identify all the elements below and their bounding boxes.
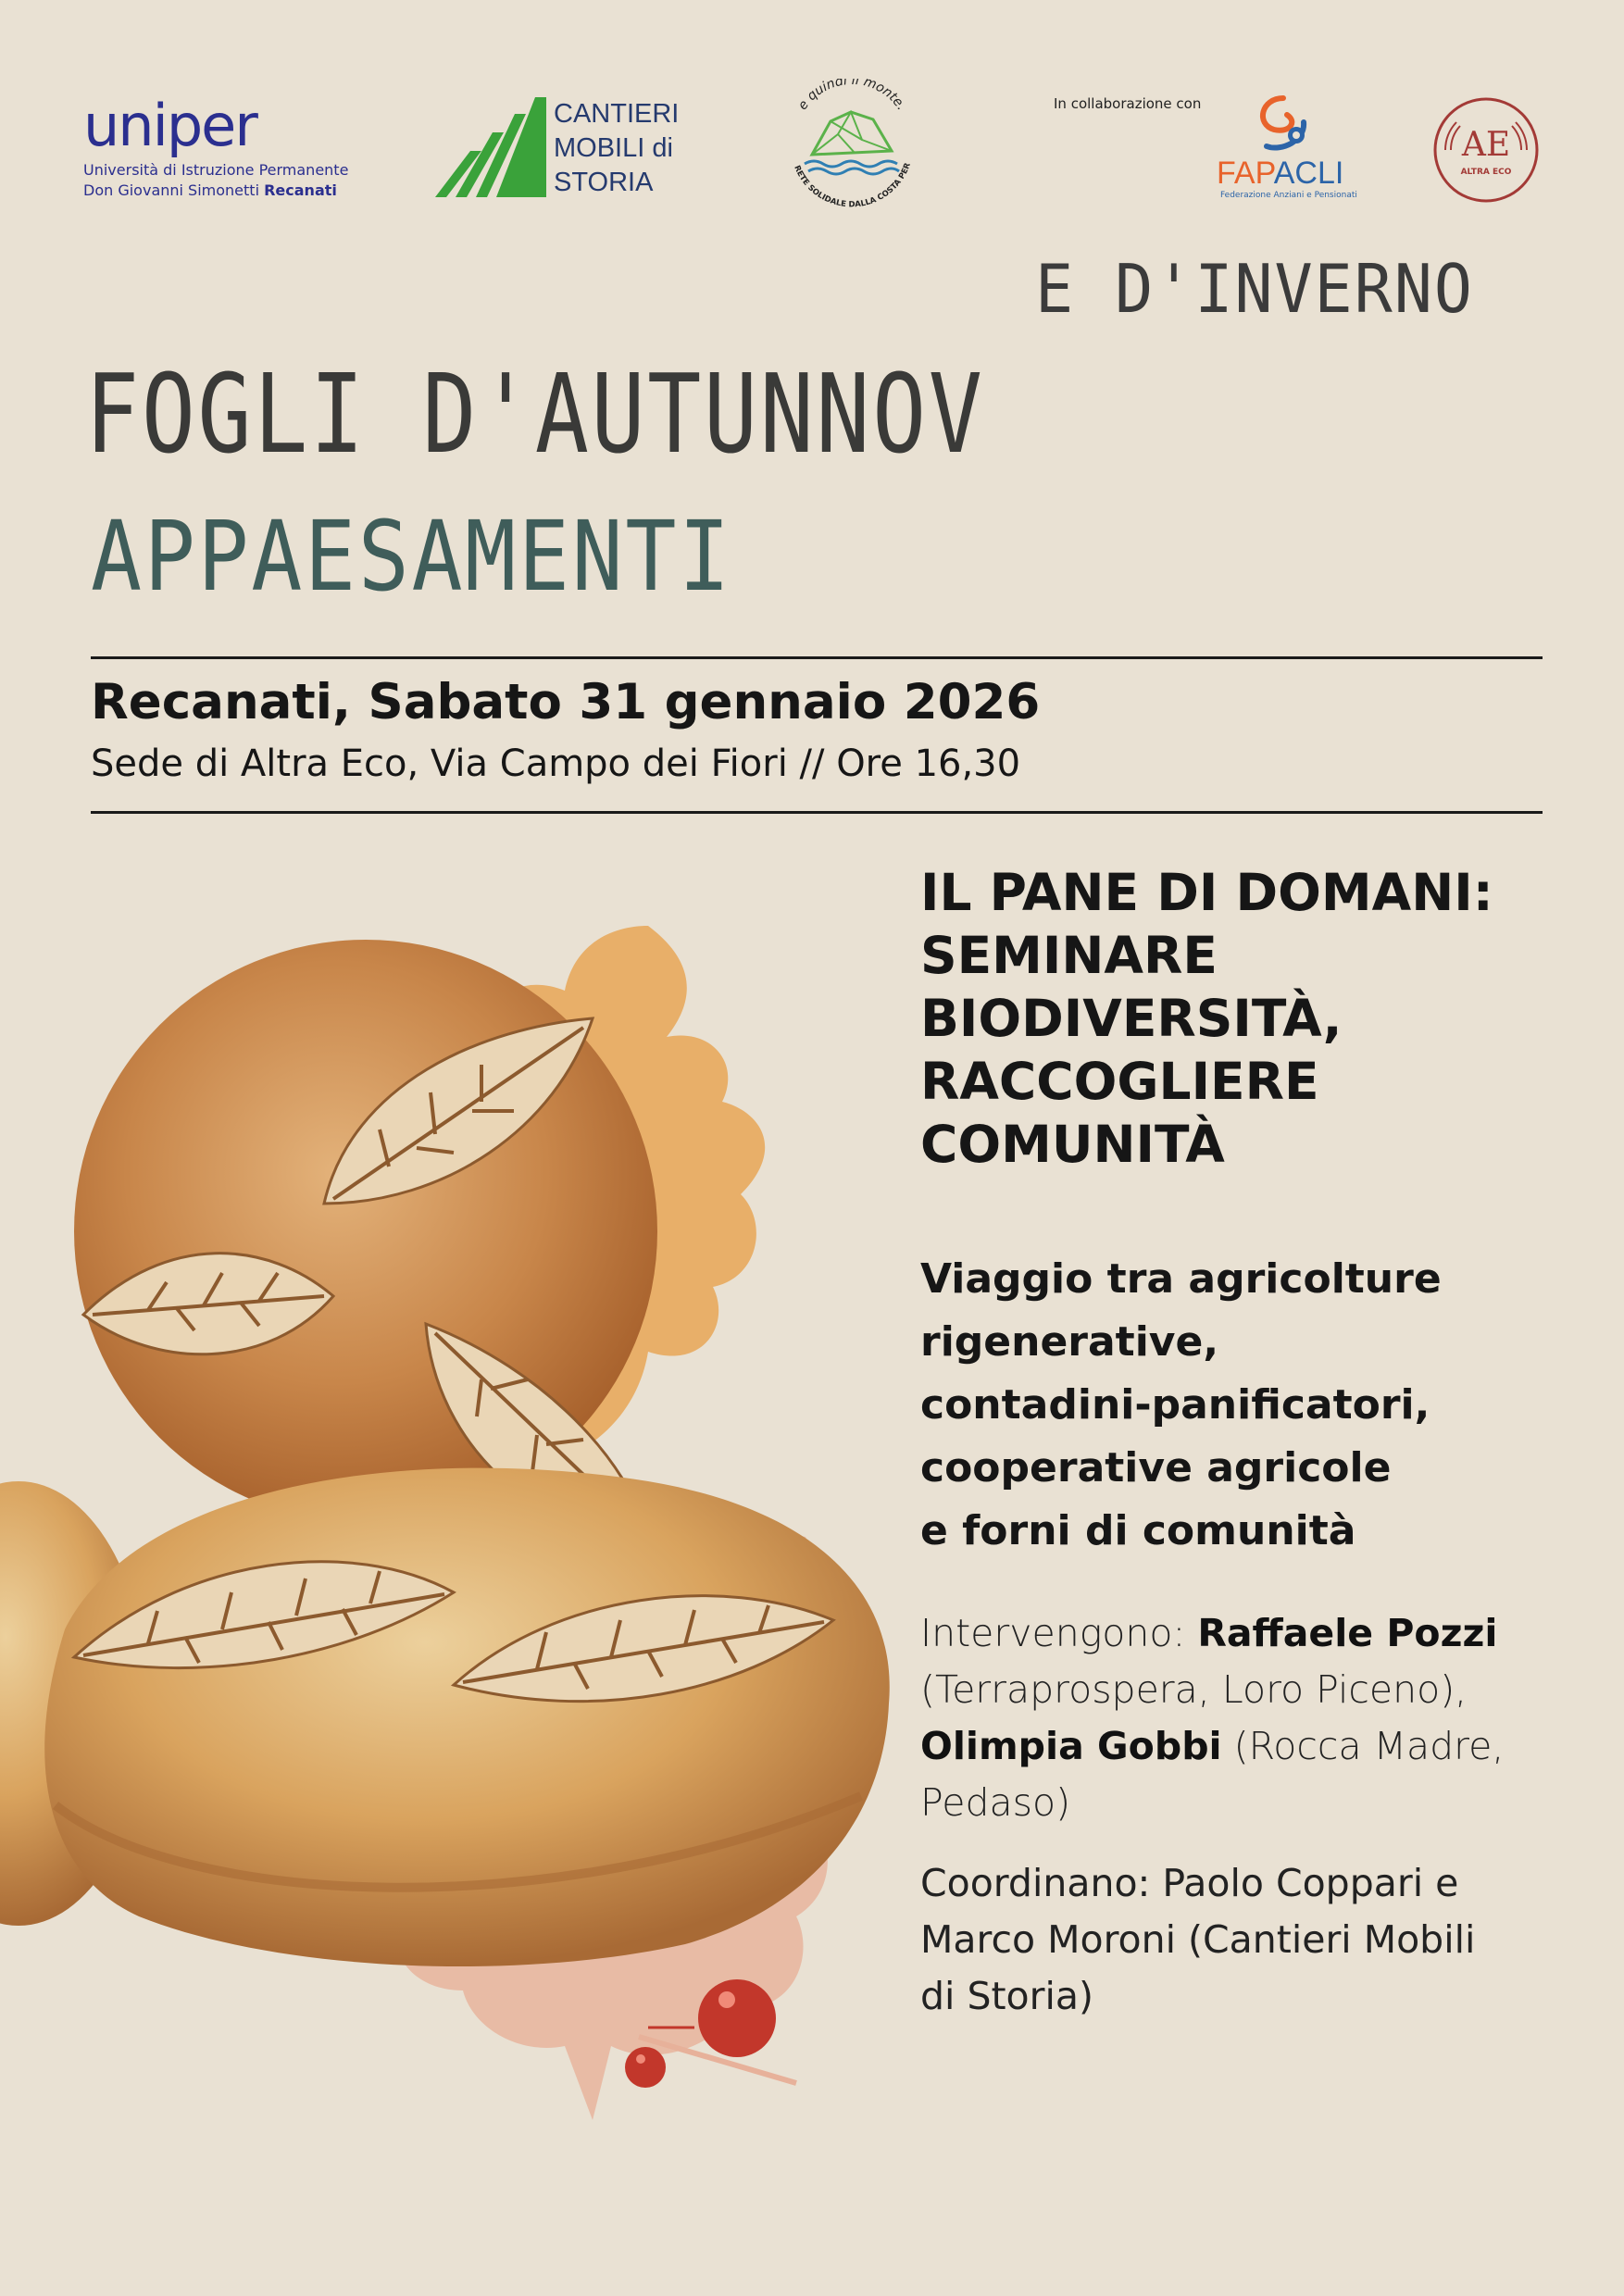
uniper-subtitle-prefix: Don Giovanni Simonetti (83, 181, 265, 199)
cantieri-mobili-logo (435, 97, 704, 208)
coordinators-line: Marco Moroni (Cantieri Mobili (920, 1917, 1476, 1962)
acli-text: ACLI (1273, 156, 1344, 191)
e-quindi-il-monte-logo (773, 79, 931, 218)
speakers-line1 (920, 1605, 1578, 1662)
bread-illustration (0, 889, 926, 2148)
bottom-loaf (44, 1468, 890, 1966)
cantieri-line3: STORIA (554, 167, 654, 197)
speaker2-name: Olimpia Gobbi (920, 1724, 1222, 1768)
talk-title-line: RACCOGLIERE (920, 1052, 1319, 1111)
uniper-subtitle-line2 (83, 181, 361, 201)
talk-subtitle-line: rigenerative, (920, 1318, 1219, 1366)
talk-subtitle-line: e forni di comunità (920, 1507, 1356, 1554)
altra-eco-logo (1430, 94, 1542, 206)
fapacli-logo (1213, 93, 1361, 204)
talk-subtitle (920, 1248, 1578, 1563)
berry-small (625, 2047, 666, 2088)
cantieri-stripes-icon (435, 97, 546, 199)
cantieri-line2: MOBILI di (554, 132, 673, 163)
speaker2-affiliation-cont: Pedaso) (920, 1780, 1071, 1825)
fapacli-subtitle: Federazione Anziani e Pensionati (1220, 191, 1357, 200)
monte-top-text: e quindi il monte. (794, 79, 909, 114)
speaker1-affiliation: (Terraprospera, Loro Piceno), (920, 1667, 1468, 1712)
event-place: Sede di Altra Eco, Via Campo dei Fiori // Ore 16,30 (91, 742, 1021, 785)
talk-subtitle-line: Viaggio tra agricolture (920, 1255, 1442, 1303)
collaboration-label: In collaborazione con (1054, 95, 1202, 112)
speakers-block (920, 1605, 1578, 1831)
altra-eco-label: ALTRA ECO (1460, 168, 1512, 177)
coordinators-line: Coordinano: Paolo Coppari e (920, 1861, 1459, 1905)
cantieri-line1: CANTIERI (554, 99, 680, 129)
berry-large (698, 1979, 776, 2057)
talk-title-line: COMUNITÀ (920, 1115, 1225, 1174)
svg-text:e quindi il monte. (795, 79, 909, 113)
altra-eco-mark: AE (1461, 126, 1511, 164)
coordinators-line: di Storia) (920, 1974, 1094, 2018)
altra-eco-emblem-icon (1430, 94, 1542, 206)
speaker2-affiliation: (Rocca Madre, (1221, 1724, 1505, 1768)
title-appaesamenti: APPAESAMENTI (91, 500, 732, 613)
speakers-line3 (920, 1718, 1578, 1775)
mountain-wave-icon (773, 79, 931, 218)
talk-subtitle-line: contadini-panificatori, (920, 1381, 1430, 1429)
uniper-wordmark: uniper (83, 92, 256, 159)
uniper-subtitle-line1: Università di Istruzione Permanente (83, 161, 349, 179)
talk-title-line: IL PANE DI DOMANI: (920, 863, 1493, 922)
speakers-label: Intervengono: (920, 1611, 1198, 1655)
uniper-subtitle-city: Recanati (264, 181, 337, 199)
uniper-subtitle (83, 160, 361, 200)
fapacli-swirl-icon (1246, 93, 1320, 157)
divider-bottom (91, 811, 1543, 814)
talk-subtitle-line: cooperative agricole (920, 1444, 1392, 1491)
speaker1-name: Raffaele Pozzi (1197, 1611, 1498, 1655)
event-date: Recanati, Sabato 31 gennaio 2026 (91, 674, 1041, 730)
divider-top (91, 656, 1543, 659)
title-d-inverno: E D'INVERNO (1035, 250, 1474, 328)
fapacli-wordmark (1217, 156, 1343, 192)
coordinators-block (920, 1855, 1578, 2025)
talk-title-line: BIODIVERSITÀ, (920, 989, 1343, 1048)
talk-title (920, 861, 1578, 1176)
title-fogli-d-autunno: FOGLI D'AUTUNNOV (85, 350, 985, 478)
fap-text: FAP (1217, 156, 1274, 191)
cantieri-wordmark (554, 97, 679, 199)
monte-ring-text: RETE SOLIDALE DALLA COSTA PER (792, 161, 913, 210)
uniper-logo (83, 92, 361, 200)
talk-title-line: SEMINARE (920, 926, 1218, 985)
